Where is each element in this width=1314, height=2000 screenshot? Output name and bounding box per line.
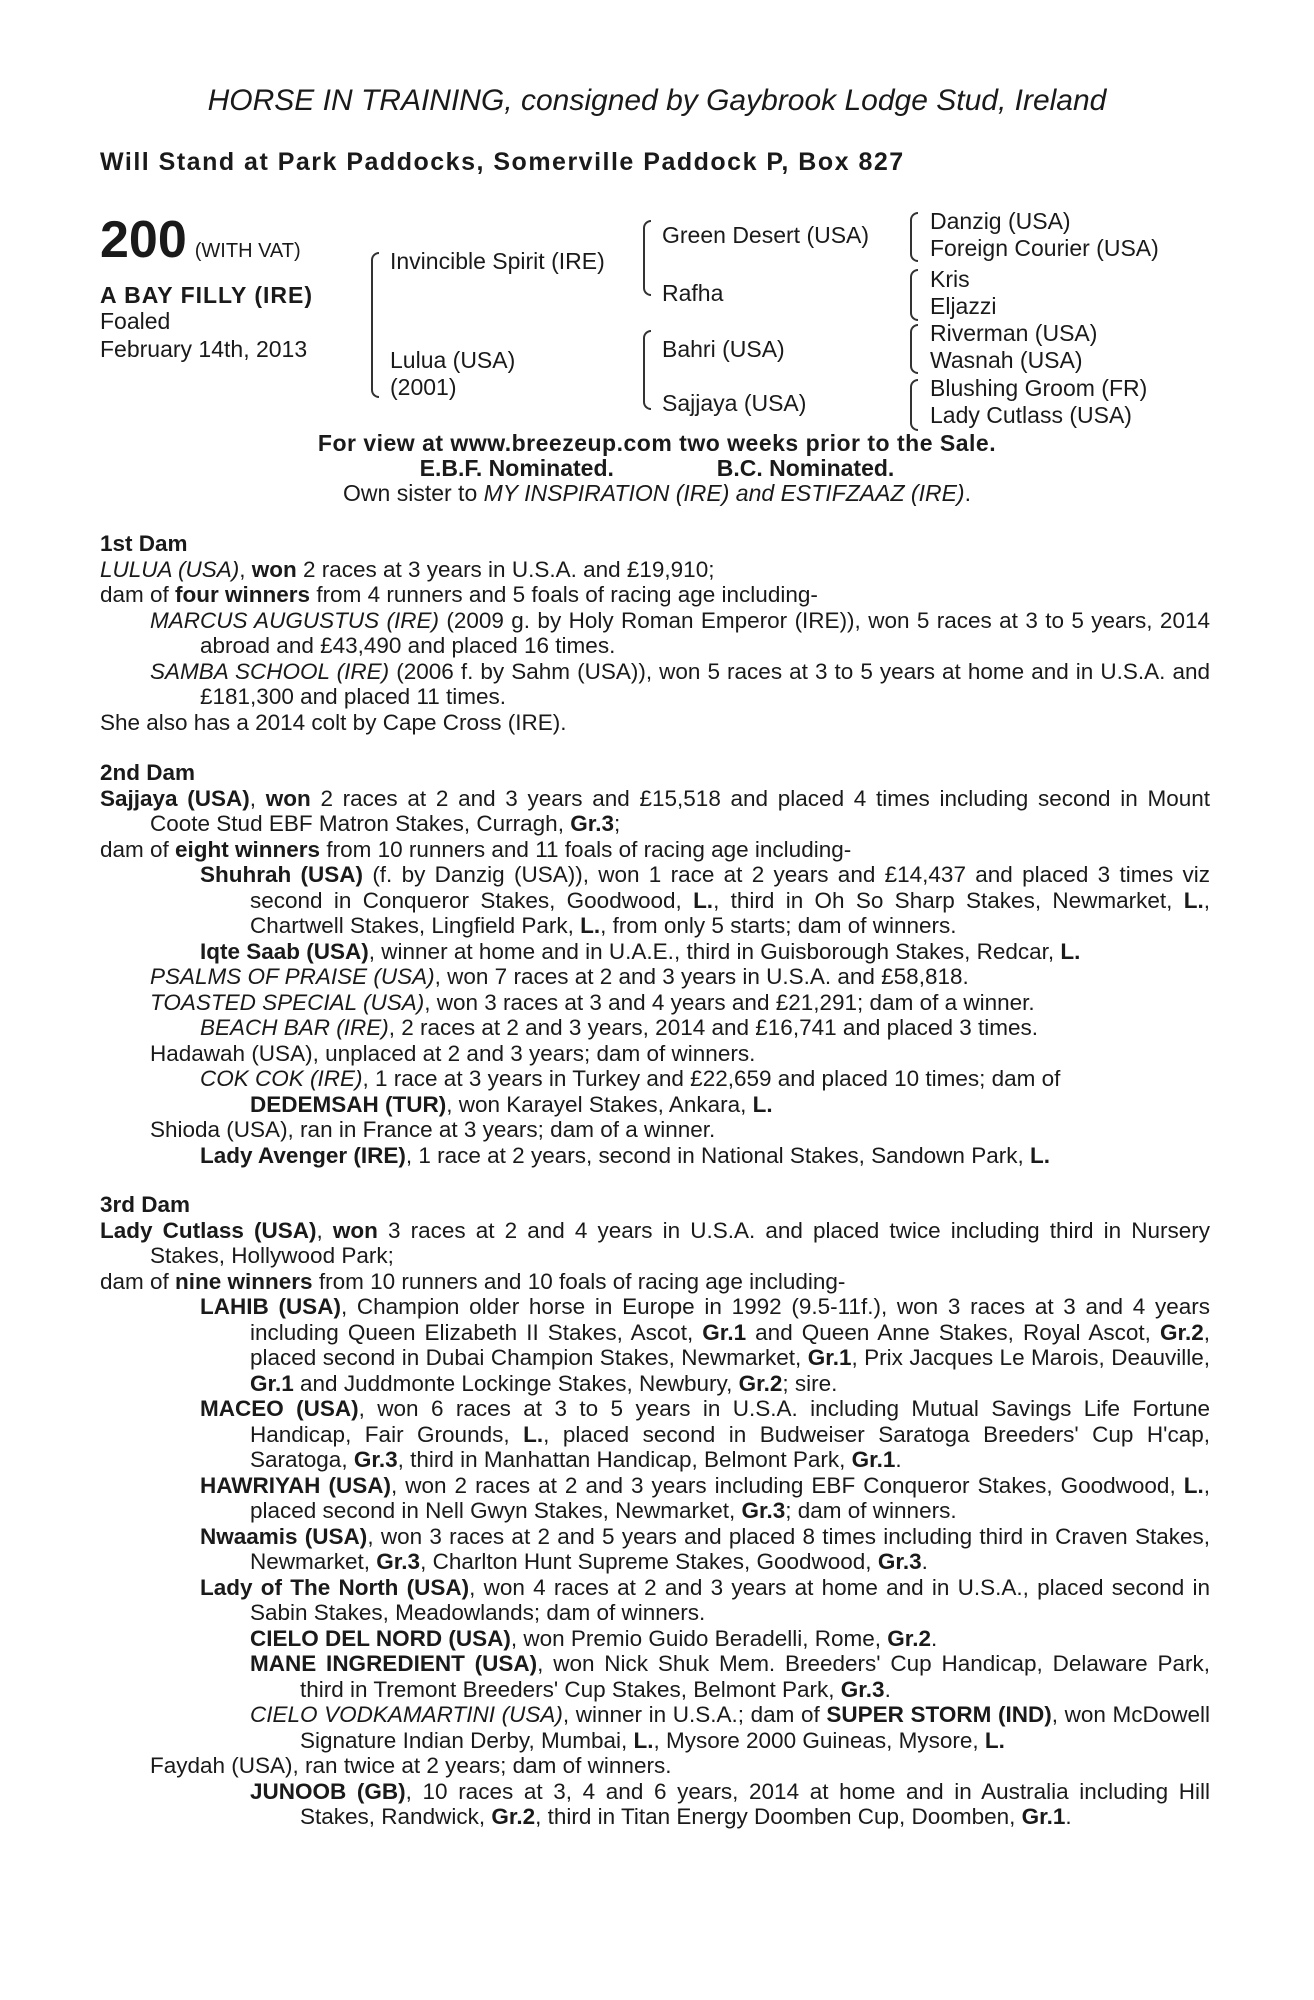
- gg-6: Wasnah (USA): [930, 347, 1083, 373]
- won-label: won: [265, 785, 311, 811]
- foal-record: , placed second in Nell Gwyn Stakes, Newmarket,: [250, 1472, 1210, 1523]
- dam-sire: Bahri (USA): [662, 336, 785, 362]
- foal-record: , third in Titan Energy Doomben Cup, Doomben,: [535, 1804, 1022, 1829]
- foal-name: Lady of The North (USA): [200, 1574, 470, 1600]
- list-item: Shioda (USA), ran in France at 3 years; dam of a winner.: [150, 1117, 716, 1142]
- produce-prefix: dam of: [100, 582, 176, 607]
- list-item: [100, 862, 1210, 939]
- list-item: [100, 608, 1210, 659]
- foal-record: ; dam of winners.: [785, 1498, 957, 1523]
- produce-winners: nine winners: [175, 1268, 313, 1294]
- lot-number: 200: [100, 211, 187, 269]
- foal-record: , third in Manhattan Handicap, Belmont Park,: [397, 1447, 852, 1472]
- grade-label: Gr.3: [353, 1447, 398, 1472]
- foal-record: , won 4 races at 2 and 3 years at home and in U.S.A., placed second in Sabin Stakes, Meadowlands; dam of winners.: [250, 1574, 1210, 1625]
- foal-name: TOASTED SPECIAL (USA): [150, 989, 425, 1015]
- foal-record: , won 6 races at 3 to 5 years in U.S.A. including Mutual Savings Life Fortune Handicap, Fair Grounds,: [250, 1396, 1210, 1447]
- dam-year: (2001): [390, 374, 457, 400]
- list-item: [100, 1066, 1210, 1092]
- produce-rest: from 10 runners and 11 foals of racing age including-: [320, 836, 852, 862]
- own-sister-names: MY INSPIRATION (IRE) and ESTIFZAAZ (IRE): [483, 480, 965, 506]
- foal-name: Shuhrah (USA): [200, 862, 364, 887]
- second-dam-line: Sajjaya (USA), won 2 races at 2 and 3 years and £15,518 and placed 4 times including second in Mount Coote Stud EBF Matron Stakes, Curragh, Gr.3;: [100, 785, 1210, 836]
- second-dam-produce-line: [100, 837, 1210, 863]
- third-dam-line: Lady Cutlass (USA), won 3 races at 2 and 4 years in U.S.A. and placed twice including third in Nursery Stakes, Hollywood Park;: [100, 1217, 1210, 1268]
- grade-label: Gr.2: [1159, 1319, 1204, 1345]
- foal-name: SAMBA SCHOOL (IRE): [150, 658, 390, 684]
- produce-prefix: dam of: [100, 1268, 176, 1294]
- foal-record: , 1 race at 2 years, second in National Stakes, Sandown Park,: [405, 1142, 1030, 1168]
- foaled-date: February 14th, 2013: [100, 336, 308, 362]
- punct: ;: [613, 811, 621, 836]
- foal-name: DEDEMSAH (TUR): [250, 1091, 447, 1117]
- list-item: [100, 1779, 1210, 1830]
- own-sister-prefix: Own sister to: [343, 480, 484, 506]
- ss-brace: [910, 212, 918, 262]
- also-has-line: She also has a 2014 colt by Cape Cross (IRE).: [100, 709, 567, 735]
- ds-brace: [910, 324, 918, 374]
- list-item: [100, 990, 1210, 1016]
- listed-label: L.: [580, 913, 601, 938]
- own-sister-suffix: .: [964, 480, 971, 506]
- third-dam-record: 3 races at 2 and 4 years in U.S.A. and placed twice including third in Nursery Stakes, Hollywood Park;: [150, 1217, 1210, 1268]
- produce-winners: four winners: [175, 582, 311, 607]
- third-dam-produce-line: [100, 1269, 1210, 1295]
- gg-8: Lady Cutlass (USA): [930, 402, 1132, 428]
- sd-brace: [910, 269, 918, 321]
- gg-1: Danzig (USA): [930, 208, 1071, 234]
- list-item: [100, 939, 1210, 965]
- foal-name: PSALMS OF PRAISE (USA): [150, 964, 435, 989]
- foal-record: .: [1065, 1804, 1072, 1829]
- first-dam-name: LULUA (USA): [100, 556, 240, 582]
- third-dam-heading: 3rd Dam: [100, 1192, 191, 1217]
- gg-4: Eljazzi: [930, 293, 997, 319]
- foal-record: (f. by Danzig (USA)), won 1 race at 2 years and £14,437 and placed 3 times viz second in Conqueror Stakes, Goodwood,: [250, 862, 1210, 913]
- foal-record: , 1 race at 3 years in Turkey and £22,659 and placed 10 times; dam of: [362, 1066, 1061, 1091]
- foal-record: , won Karayel Stakes, Ankara,: [446, 1091, 753, 1117]
- foal-name: Iqte Saab (USA): [200, 938, 369, 964]
- list-item: [100, 1015, 1210, 1041]
- foal-name: MACEO (USA): [200, 1396, 359, 1421]
- grade-label: Gr.3: [376, 1549, 421, 1574]
- listed-label: L.: [1183, 887, 1204, 913]
- foal-name: HAWRIYAH (USA): [200, 1472, 391, 1498]
- foal-name: Lady Avenger (IRE): [200, 1142, 406, 1168]
- ebf-nominated: E.B.F. Nominated.: [419, 455, 614, 481]
- listed-label: L.: [523, 1421, 544, 1447]
- lot-block: [100, 210, 301, 270]
- foal-record: .: [895, 1447, 902, 1472]
- horse-name: A BAY FILLY (IRE): [100, 282, 313, 308]
- stand-location: Will Stand at Park Paddocks, Somerville Paddock P, Box 827: [100, 148, 905, 176]
- foal-name: LAHIB (USA): [200, 1294, 341, 1319]
- list-item: [100, 1626, 1210, 1652]
- foal-record: , won 2 races at 2 and 3 years including EBF Conqueror Stakes, Goodwood,: [390, 1472, 1184, 1498]
- foal-record: , won 3 races at 3 and 4 years and £21,291; dam of a winner.: [424, 989, 1035, 1015]
- foal-record: , Chartwell Stakes, Lingfield Park,: [250, 887, 1210, 938]
- list-item: [100, 1702, 1210, 1753]
- own-sister: [0, 480, 1314, 507]
- produce-prefix: dam of: [100, 836, 176, 862]
- foal-name: BEACH BAR (IRE): [200, 1015, 389, 1040]
- foal-record: .: [884, 1676, 891, 1702]
- list-item: Faydah (USA), ran twice at 2 years; dam of winners.: [150, 1753, 672, 1778]
- grade-label: Gr.3: [877, 1549, 922, 1574]
- listed-label: L.: [1060, 938, 1081, 964]
- foal-record: , Charlton Hunt Supreme Stakes, Goodwood,: [420, 1549, 878, 1574]
- grade-label: Gr.1: [250, 1370, 294, 1396]
- dd-brace: [910, 379, 918, 431]
- foal-record: , won Nick Shuk Mem. Breeders' Cup Handicap, Delaware Park, third in Tremont Breeders' Cup Stakes, Belmont Park,: [300, 1651, 1210, 1702]
- list-item: [100, 1473, 1210, 1524]
- sire: Invincible Spirit (IRE): [390, 248, 605, 274]
- foal-record: , third in Oh So Sharp Stakes, Newmarket,: [713, 887, 1184, 913]
- third-dam-section: [100, 1192, 1210, 1830]
- list-item: [100, 1143, 1210, 1169]
- foal-name: CIELO VODKAMARTINI (USA): [250, 1702, 563, 1727]
- sire-dam-brace: [371, 252, 379, 398]
- foal-record: .: [931, 1625, 938, 1651]
- grade-label: Gr.2: [887, 1625, 932, 1651]
- list-item: [100, 1294, 1210, 1396]
- foal-name: SUPER STORM (IND): [826, 1702, 1052, 1727]
- foal-name: MANE INGREDIENT (USA): [250, 1651, 538, 1676]
- foal-record: , Prix Jacques Le Marois, Deauville,: [851, 1345, 1210, 1370]
- listed-label: L.: [693, 887, 714, 913]
- foaled-info: [100, 307, 307, 363]
- second-dam-heading: 2nd Dam: [100, 760, 196, 785]
- foal-name: CIELO DEL NORD (USA): [250, 1625, 511, 1651]
- second-dam-name: Sajjaya (USA): [100, 785, 250, 811]
- foal-name: MARCUS AUGUSTUS (IRE): [150, 607, 439, 633]
- list-item: [100, 1092, 1210, 1118]
- sire-brace: [643, 220, 651, 296]
- gg-7: Blushing Groom (FR): [930, 375, 1148, 401]
- foal-name: Nwaamis (USA): [200, 1523, 368, 1549]
- list-item: [100, 1396, 1210, 1473]
- list-item: Hadawah (USA), unplaced at 2 and 3 years; dam of winners.: [150, 1040, 756, 1066]
- listed-label: L.: [633, 1727, 654, 1753]
- sire-sire: Green Desert (USA): [662, 222, 870, 248]
- foal-record: , 2 races at 2 and 3 years, 2014 and £16,741 and placed 3 times.: [388, 1015, 1038, 1040]
- first-dam-line: LULUA (USA), won 2 races at 3 years in U.S.A. and £19,910;: [100, 556, 715, 582]
- vat-label: (WITH VAT): [194, 240, 301, 262]
- foal-record: , winner at home and in U.A.E., third in Guisborough Stakes, Redcar,: [368, 938, 1061, 964]
- foal-record: , 10 races at 3, 4 and 6 years, 2014 at home and in Australia including Hill Stakes, Randwick,: [300, 1778, 1210, 1829]
- list-item: [100, 1575, 1210, 1626]
- dam-brace: [643, 330, 651, 410]
- won-label: won: [251, 556, 297, 582]
- produce-rest: from 4 runners and 5 foals of racing age including-: [310, 582, 818, 607]
- grade-label: Gr.1: [702, 1319, 747, 1345]
- foal-record: , from only 5 starts; dam of winners.: [600, 913, 957, 938]
- foal-record: ; sire.: [782, 1370, 838, 1396]
- second-dam-section: [100, 760, 1210, 1168]
- foal-record: , won Premio Guido Beradelli, Rome,: [510, 1625, 888, 1651]
- third-dam-name: Lady Cutlass (USA): [100, 1217, 317, 1243]
- foal-record: and Juddmonte Lockinge Stakes, Newbury,: [293, 1370, 739, 1396]
- gg-5: Riverman (USA): [930, 320, 1098, 346]
- foal-record: and Queen Anne Stakes, Royal Ascot,: [746, 1319, 1160, 1345]
- foal-record: , won 3 races at 2 and 5 years and placed 8 times including third in Craven Stakes, Newmarket,: [250, 1523, 1210, 1574]
- nominations: [0, 455, 1314, 482]
- list-item: [100, 964, 1210, 990]
- foal-name: JUNOOB (GB): [250, 1778, 406, 1804]
- foal-record: .: [921, 1549, 928, 1574]
- dam-dam: Sajjaya (USA): [662, 390, 807, 416]
- listed-label: L.: [752, 1091, 773, 1117]
- foal-record: , Champion older horse in Europe in 1992 (9.5-11f.), won 3 races at 3 and 4 years including Queen Elizabeth II Stakes, Ascot,: [250, 1294, 1210, 1345]
- view-note: For view at www.breezeup.com two weeks prior to the Sale.: [317, 430, 997, 456]
- grade-label: Gr.2: [738, 1370, 783, 1396]
- foal-record: , won 7 races at 2 and 3 years in U.S.A. and £58,818.: [434, 964, 969, 989]
- grade-label: Gr.2: [491, 1804, 536, 1829]
- list-item: [100, 1651, 1210, 1702]
- list-item: [100, 1524, 1210, 1575]
- foal-record: , placed second in Dubai Champion Stakes, Newmarket,: [250, 1319, 1210, 1370]
- listed-label: L.: [1183, 1472, 1204, 1498]
- foal-record: , won McDowell Signature Indian Derby, Mumbai,: [300, 1702, 1211, 1753]
- first-dam-section: [100, 531, 1210, 735]
- foal-record: , Mysore 2000 Guineas, Mysore,: [653, 1727, 985, 1753]
- grade-label: Gr.3: [840, 1676, 885, 1702]
- dam: Lulua (USA): [390, 347, 516, 373]
- foal-record: , placed second in Budweiser Saratoga Breeders' Cup H'cap, Saratoga,: [250, 1421, 1210, 1472]
- grade-label: Gr.3: [741, 1498, 786, 1523]
- foal-record: (2009 g. by Holy Roman Emperor (IRE)), won 5 races at 3 to 5 years, 2014 abroad and £43,490 and placed 16 times.: [200, 607, 1210, 658]
- first-dam-record: 2 races at 3 years in U.S.A. and £19,910;: [296, 556, 715, 582]
- gg-3: Kris: [930, 266, 970, 292]
- produce-winners: eight winners: [175, 836, 321, 862]
- bc-nominated: B.C. Nominated.: [716, 455, 895, 481]
- listed-label: L.: [984, 1727, 1005, 1753]
- page-header: HORSE IN TRAINING, consigned by Gaybrook Lodge Stud, Ireland: [207, 84, 1107, 117]
- won-label: won: [332, 1217, 378, 1243]
- grade-label: Gr.3: [570, 811, 614, 836]
- second-dam-record: 2 races at 2 and 3 years and £15,518 and placed 4 times including second in Mount Coote Stud EBF Matron Stakes, Curragh,: [150, 785, 1210, 836]
- grade-label: Gr.1: [807, 1345, 852, 1370]
- gg-2: Foreign Courier (USA): [930, 235, 1159, 261]
- grade-label: Gr.1: [851, 1447, 896, 1472]
- first-dam-heading: 1st Dam: [100, 531, 188, 556]
- foaled-label: Foaled: [100, 308, 171, 334]
- first-dam-produce-line: [100, 582, 1210, 608]
- foal-name: COK COK (IRE): [200, 1066, 363, 1091]
- produce-rest: from 10 runners and 10 foals of racing age including-: [312, 1268, 846, 1294]
- grade-label: Gr.1: [1021, 1804, 1066, 1829]
- foal-record: , winner in U.S.A.; dam of: [562, 1702, 827, 1727]
- sire-dam: Rafha: [662, 280, 724, 306]
- list-item: [100, 659, 1210, 710]
- foal-record: (2006 f. by Sahm (USA)), won 5 races at 3 to 5 years at home and in U.S.A. and £181,300 and placed 11 times.: [200, 658, 1210, 709]
- listed-label: L.: [1029, 1142, 1050, 1168]
